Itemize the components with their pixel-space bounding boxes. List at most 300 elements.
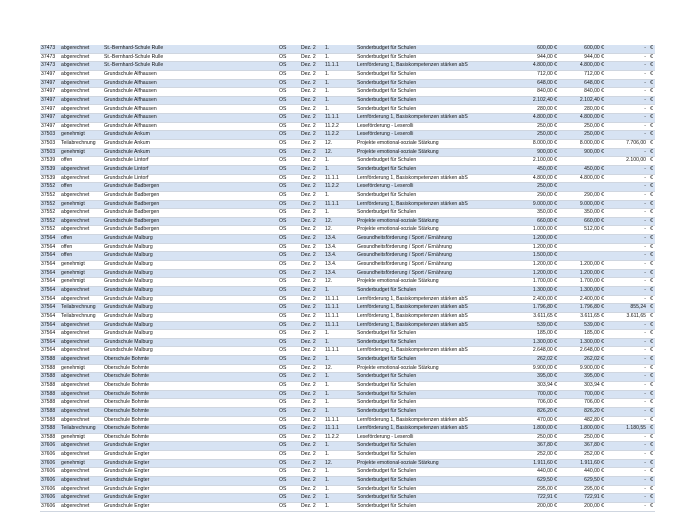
row-measure: Sonderbudget für Schulen bbox=[356, 105, 510, 114]
row-period: Dez. 2 bbox=[300, 105, 324, 114]
row-amount-approved: 1.796,80 € bbox=[558, 304, 605, 313]
row-code: 1. bbox=[324, 70, 356, 79]
row-type: OS bbox=[278, 459, 300, 468]
row-amount-approved: 440,00 € bbox=[558, 468, 605, 477]
row-school: Oberschule Bohmte bbox=[103, 356, 278, 365]
row-type: OS bbox=[278, 304, 300, 313]
table-row bbox=[40, 399, 655, 408]
row-amount-approved: 539,00 € bbox=[558, 321, 605, 330]
row-amount-remaining: - bbox=[605, 442, 647, 451]
row-measure: Sonderbudget für Schulen bbox=[356, 79, 510, 88]
row-period: Dez. 2 bbox=[300, 364, 324, 373]
row-id: 37564 bbox=[40, 252, 60, 261]
row-amount-approved: 706,00 € bbox=[558, 399, 605, 408]
row-status: offen bbox=[60, 183, 103, 192]
row-school: Oberschule Bohmte bbox=[103, 407, 278, 416]
row-amount-requested: 840,00 € bbox=[510, 88, 558, 97]
row-currency: € bbox=[647, 226, 655, 235]
row-currency: € bbox=[647, 243, 655, 252]
row-amount-approved: 185,00 € bbox=[558, 330, 605, 339]
row-status: abgerechnet bbox=[60, 373, 103, 382]
row-measure: Sonderbudget für Schulen bbox=[356, 407, 510, 416]
row-code: 1. bbox=[324, 338, 356, 347]
row-amount-requested: 8.000,00 € bbox=[510, 140, 558, 149]
row-measure: Sonderbudget für Schulen bbox=[356, 88, 510, 97]
row-code: 1. bbox=[324, 105, 356, 114]
row-amount-approved: 250,00 € bbox=[558, 433, 605, 442]
row-id: 37606 bbox=[40, 468, 60, 477]
row-amount-approved: 482,80 € bbox=[558, 416, 605, 425]
row-currency: € bbox=[647, 373, 655, 382]
row-measure: Sonderbudget für Schulen bbox=[356, 494, 510, 503]
row-amount-approved: 2.400,00 € bbox=[558, 295, 605, 304]
row-amount-requested: 9.000,00 € bbox=[510, 200, 558, 209]
row-school: Grundschule Malburg bbox=[103, 330, 278, 339]
row-amount-requested: 1.300,00 € bbox=[510, 338, 558, 347]
row-code: 12. bbox=[324, 364, 356, 373]
row-period: Dez. 2 bbox=[300, 148, 324, 157]
row-status: abgerechnet bbox=[60, 502, 103, 511]
row-currency: € bbox=[647, 477, 655, 486]
row-school: Grundschule Engter bbox=[103, 494, 278, 503]
row-amount-approved: 9.900,00 € bbox=[558, 364, 605, 373]
row-measure: Gesundheitsförderung / Sport / Ernährung bbox=[356, 269, 510, 278]
row-amount-requested: 252,00 € bbox=[510, 451, 558, 460]
row-school: Grundschule Ankum bbox=[103, 131, 278, 140]
row-amount-approved: 1.200,00 € bbox=[558, 269, 605, 278]
row-status: abgerechnet bbox=[60, 79, 103, 88]
row-type: OS bbox=[278, 243, 300, 252]
table-row bbox=[40, 304, 655, 313]
row-type: OS bbox=[278, 347, 300, 356]
row-measure: Sonderbudget für Schulen bbox=[356, 356, 510, 365]
row-amount-requested: 3.611,65 € bbox=[510, 312, 558, 321]
row-measure: Lernförderung 1, Basiskompetenzen stärken abS bbox=[356, 174, 510, 183]
row-amount-requested: 280,00 € bbox=[510, 105, 558, 114]
row-amount-requested: 826,20 € bbox=[510, 407, 558, 416]
row-amount-requested: 303,94 € bbox=[510, 381, 558, 390]
row-amount-requested: 1.200,00 € bbox=[510, 269, 558, 278]
row-type: OS bbox=[278, 226, 300, 235]
row-status: genehmigt bbox=[60, 148, 103, 157]
row-code: 1. bbox=[324, 209, 356, 218]
row-school: Grundschule Alfhausen bbox=[103, 96, 278, 105]
row-amount-requested: 648,00 € bbox=[510, 79, 558, 88]
row-measure: Sonderbudget für Schulen bbox=[356, 70, 510, 79]
row-period: Dez. 2 bbox=[300, 485, 324, 494]
row-type: OS bbox=[278, 174, 300, 183]
row-amount-remaining: - bbox=[605, 451, 647, 460]
row-code: 11.1.1 bbox=[324, 62, 356, 71]
row-amount-remaining: - bbox=[605, 381, 647, 390]
table-row bbox=[40, 347, 655, 356]
row-id: 37497 bbox=[40, 105, 60, 114]
table-row bbox=[40, 165, 655, 174]
row-measure: Lernförderung 1, Basiskompetenzen stärken abS bbox=[356, 425, 510, 434]
row-code: 11.2.2 bbox=[324, 122, 356, 131]
row-school: Grundschule Engter bbox=[103, 468, 278, 477]
row-period: Dez. 2 bbox=[300, 131, 324, 140]
row-code: 11.1.1 bbox=[324, 321, 356, 330]
row-amount-remaining: 1.180,55 bbox=[605, 425, 647, 434]
row-status: abgerechnet bbox=[60, 53, 103, 62]
row-school: Grundschule Engter bbox=[103, 451, 278, 460]
row-id: 37588 bbox=[40, 416, 60, 425]
row-type: OS bbox=[278, 148, 300, 157]
row-amount-approved: 660,00 € bbox=[558, 217, 605, 226]
row-school: Grundschule Alfhausen bbox=[103, 88, 278, 97]
row-period: Dez. 2 bbox=[300, 286, 324, 295]
row-type: OS bbox=[278, 356, 300, 365]
row-currency: € bbox=[647, 321, 655, 330]
row-type: OS bbox=[278, 191, 300, 200]
row-amount-remaining: - bbox=[605, 53, 647, 62]
row-school: Oberschule Bohmte bbox=[103, 381, 278, 390]
row-code: 11.1.1 bbox=[324, 312, 356, 321]
row-school: Grundschule Malburg bbox=[103, 261, 278, 270]
row-id: 37539 bbox=[40, 157, 60, 166]
row-amount-remaining: - bbox=[605, 261, 647, 270]
row-school: Grundschule Malburg bbox=[103, 278, 278, 287]
row-id: 37564 bbox=[40, 286, 60, 295]
row-type: OS bbox=[278, 70, 300, 79]
table-row bbox=[40, 88, 655, 97]
row-amount-requested: 4.800,00 € bbox=[510, 174, 558, 183]
row-status: genehmigt bbox=[60, 364, 103, 373]
table-row bbox=[40, 122, 655, 131]
row-period: Dez. 2 bbox=[300, 399, 324, 408]
row-period: Dez. 2 bbox=[300, 433, 324, 442]
row-amount-approved: 629,50 € bbox=[558, 477, 605, 486]
row-measure: Sonderbudget für Schulen bbox=[356, 468, 510, 477]
row-period: Dez. 2 bbox=[300, 165, 324, 174]
row-school: Grundschule Lintorf bbox=[103, 157, 278, 166]
row-measure: Projekte emotional-soziale Stärkung bbox=[356, 148, 510, 157]
row-amount-approved: 295,00 € bbox=[558, 485, 605, 494]
table-row bbox=[40, 45, 655, 53]
row-school: Oberschule Bohmte bbox=[103, 373, 278, 382]
row-amount-approved: 1.300,00 € bbox=[558, 286, 605, 295]
row-amount-approved: 840,00 € bbox=[558, 88, 605, 97]
row-measure: Gesundheitsförderung / Sport / Ernährung bbox=[356, 243, 510, 252]
row-amount-remaining: - bbox=[605, 209, 647, 218]
row-status: Teilabrechnung bbox=[60, 425, 103, 434]
row-amount-remaining: - bbox=[605, 364, 647, 373]
row-measure: Sonderbudget für Schulen bbox=[356, 381, 510, 390]
row-code: 1. bbox=[324, 407, 356, 416]
row-id: 37552 bbox=[40, 209, 60, 218]
row-amount-approved: 4.800,00 € bbox=[558, 62, 605, 71]
row-type: OS bbox=[278, 381, 300, 390]
row-type: OS bbox=[278, 338, 300, 347]
row-id: 37552 bbox=[40, 191, 60, 200]
row-amount-requested: 900,00 € bbox=[510, 148, 558, 157]
row-status: abgerechnet bbox=[60, 209, 103, 218]
row-code: 1. bbox=[324, 53, 356, 62]
row-amount-approved: 290,00 € bbox=[558, 191, 605, 200]
table-row bbox=[40, 286, 655, 295]
row-code: 1. bbox=[324, 399, 356, 408]
row-amount-requested: 1.300,00 € bbox=[510, 286, 558, 295]
row-amount-requested: 395,00 € bbox=[510, 373, 558, 382]
row-period: Dez. 2 bbox=[300, 62, 324, 71]
row-school: Grundschule Malburg bbox=[103, 286, 278, 295]
row-amount-requested: 1.796,80 € bbox=[510, 304, 558, 313]
table-row bbox=[40, 364, 655, 373]
row-school: Grundschule Engter bbox=[103, 459, 278, 468]
row-id: 37588 bbox=[40, 433, 60, 442]
row-id: 37606 bbox=[40, 451, 60, 460]
row-amount-approved: 1.300,00 € bbox=[558, 338, 605, 347]
row-id: 37564 bbox=[40, 278, 60, 287]
table-row bbox=[40, 235, 655, 244]
row-type: OS bbox=[278, 442, 300, 451]
table-row bbox=[40, 191, 655, 200]
row-currency: € bbox=[647, 79, 655, 88]
row-amount-approved: 700,00 € bbox=[558, 390, 605, 399]
row-measure: Leseförderung - Leserolli bbox=[356, 122, 510, 131]
row-type: OS bbox=[278, 468, 300, 477]
row-code: 13.4. bbox=[324, 252, 356, 261]
row-measure: Projekte emotional-soziale Stärkung bbox=[356, 278, 510, 287]
row-period: Dez. 2 bbox=[300, 295, 324, 304]
row-code: 11.1.1 bbox=[324, 304, 356, 313]
row-id: 37564 bbox=[40, 295, 60, 304]
row-type: OS bbox=[278, 261, 300, 270]
row-period: Dez. 2 bbox=[300, 381, 324, 390]
row-period: Dez. 2 bbox=[300, 356, 324, 365]
row-school: Grundschule Badbergen bbox=[103, 183, 278, 192]
table-row bbox=[40, 468, 655, 477]
row-amount-remaining: 7.706,00 bbox=[605, 140, 647, 149]
row-amount-requested: 1.200,00 € bbox=[510, 261, 558, 270]
row-code: 1. bbox=[324, 468, 356, 477]
row-amount-remaining: - bbox=[605, 321, 647, 330]
row-type: OS bbox=[278, 425, 300, 434]
row-code: 1. bbox=[324, 356, 356, 365]
row-id: 37564 bbox=[40, 312, 60, 321]
row-status: abgerechnet bbox=[60, 442, 103, 451]
row-type: OS bbox=[278, 79, 300, 88]
row-amount-remaining: - bbox=[605, 70, 647, 79]
row-amount-approved: 512,00 € bbox=[558, 226, 605, 235]
table-row bbox=[40, 70, 655, 79]
row-amount-remaining: - bbox=[605, 407, 647, 416]
row-period: Dez. 2 bbox=[300, 191, 324, 200]
row-type: OS bbox=[278, 183, 300, 192]
row-amount-requested: 2.100,00 € bbox=[510, 157, 558, 166]
row-code: 11.2.2 bbox=[324, 183, 356, 192]
table-row bbox=[40, 295, 655, 304]
row-id: 37564 bbox=[40, 235, 60, 244]
row-currency: € bbox=[647, 312, 655, 321]
row-school: Oberschule Bohmte bbox=[103, 425, 278, 434]
row-currency: € bbox=[647, 494, 655, 503]
row-status: abgerechnet bbox=[60, 122, 103, 131]
row-type: OS bbox=[278, 165, 300, 174]
row-amount-approved: 2.648,00 € bbox=[558, 347, 605, 356]
row-id: 37497 bbox=[40, 79, 60, 88]
row-id: 37606 bbox=[40, 485, 60, 494]
row-school: Oberschule Bohmte bbox=[103, 390, 278, 399]
row-type: OS bbox=[278, 416, 300, 425]
table-row bbox=[40, 330, 655, 339]
row-type: OS bbox=[278, 433, 300, 442]
row-period: Dez. 2 bbox=[300, 200, 324, 209]
row-type: OS bbox=[278, 494, 300, 503]
row-status: offen bbox=[60, 235, 103, 244]
row-currency: € bbox=[647, 235, 655, 244]
table-row bbox=[40, 433, 655, 442]
row-status: genehmigt bbox=[60, 459, 103, 468]
table-row bbox=[40, 243, 655, 252]
row-currency: € bbox=[647, 252, 655, 261]
row-id: 37497 bbox=[40, 88, 60, 97]
row-currency: € bbox=[647, 425, 655, 434]
row-amount-approved: 250,00 € bbox=[558, 131, 605, 140]
row-currency: € bbox=[647, 381, 655, 390]
table-row bbox=[40, 321, 655, 330]
row-measure: Lernförderung 1, Basiskompetenzen stärken abS bbox=[356, 295, 510, 304]
row-currency: € bbox=[647, 390, 655, 399]
row-status: abgerechnet bbox=[60, 105, 103, 114]
row-amount-remaining: - bbox=[605, 183, 647, 192]
row-type: OS bbox=[278, 122, 300, 131]
row-measure: Sonderbudget für Schulen bbox=[356, 330, 510, 339]
row-currency: € bbox=[647, 53, 655, 62]
row-amount-remaining: - bbox=[605, 390, 647, 399]
row-school: Oberschule Bohmte bbox=[103, 433, 278, 442]
row-period: Dez. 2 bbox=[300, 252, 324, 261]
row-status: abgerechnet bbox=[60, 114, 103, 123]
row-status: abgerechnet bbox=[60, 45, 103, 53]
row-type: OS bbox=[278, 364, 300, 373]
row-code: 12. bbox=[324, 148, 356, 157]
row-amount-remaining: - bbox=[605, 114, 647, 123]
row-amount-requested: 185,00 € bbox=[510, 330, 558, 339]
table-row bbox=[40, 53, 655, 62]
row-amount-approved: 450,00 € bbox=[558, 165, 605, 174]
row-type: OS bbox=[278, 407, 300, 416]
row-amount-remaining: - bbox=[605, 122, 647, 131]
row-amount-remaining: - bbox=[605, 200, 647, 209]
table-row bbox=[40, 416, 655, 425]
table-row bbox=[40, 407, 655, 416]
row-measure: Lernförderung 1, Basiskompetenzen stärken abS bbox=[356, 304, 510, 313]
row-school: Grundschule Malburg bbox=[103, 304, 278, 313]
row-amount-remaining: - bbox=[605, 278, 647, 287]
row-id: 37588 bbox=[40, 407, 60, 416]
row-code: 11.2.2 bbox=[324, 131, 356, 140]
row-amount-remaining: - bbox=[605, 485, 647, 494]
row-amount-approved: 280,00 € bbox=[558, 105, 605, 114]
row-measure: Projekte emotional-soziale Stärkung bbox=[356, 459, 510, 468]
table-row bbox=[40, 278, 655, 287]
row-amount-requested: 367,80 € bbox=[510, 442, 558, 451]
row-amount-remaining: 2.100,00 bbox=[605, 157, 647, 166]
row-id: 37564 bbox=[40, 321, 60, 330]
row-status: abgerechnet bbox=[60, 416, 103, 425]
row-amount-approved: 648,00 € bbox=[558, 79, 605, 88]
row-measure: Sonderbudget für Schulen bbox=[356, 96, 510, 105]
row-currency: € bbox=[647, 304, 655, 313]
row-amount-remaining: - bbox=[605, 502, 647, 511]
row-period: Dez. 2 bbox=[300, 416, 324, 425]
row-amount-requested: 295,00 € bbox=[510, 485, 558, 494]
row-id: 37588 bbox=[40, 373, 60, 382]
row-status: abgerechnet bbox=[60, 174, 103, 183]
table-row bbox=[40, 477, 655, 486]
row-id: 37473 bbox=[40, 53, 60, 62]
row-measure: Sonderbudget für Schulen bbox=[356, 165, 510, 174]
row-currency: € bbox=[647, 183, 655, 192]
row-id: 37503 bbox=[40, 148, 60, 157]
table-row bbox=[40, 390, 655, 399]
row-type: OS bbox=[278, 502, 300, 511]
row-status: abgerechnet bbox=[60, 62, 103, 71]
row-status: abgerechnet bbox=[60, 295, 103, 304]
row-amount-requested: 250,00 € bbox=[510, 131, 558, 140]
table-row bbox=[40, 442, 655, 451]
row-school: Grundschule Alfhausen bbox=[103, 79, 278, 88]
table-row bbox=[40, 356, 655, 365]
row-type: OS bbox=[278, 485, 300, 494]
row-measure: Lernförderung 1, Basiskompetenzen stärken abS bbox=[356, 321, 510, 330]
row-amount-remaining: - bbox=[605, 217, 647, 226]
row-amount-requested: 629,50 € bbox=[510, 477, 558, 486]
row-status: abgerechnet bbox=[60, 390, 103, 399]
table-row bbox=[40, 502, 655, 511]
row-amount-requested: 2.648,00 € bbox=[510, 347, 558, 356]
row-amount-remaining: - bbox=[605, 243, 647, 252]
row-measure: Sonderbudget für Schulen bbox=[356, 442, 510, 451]
row-id: 37588 bbox=[40, 356, 60, 365]
budget-table bbox=[40, 45, 655, 512]
row-amount-approved: 8.000,00 € bbox=[558, 140, 605, 149]
row-type: OS bbox=[278, 235, 300, 244]
row-school: Grundschule Engter bbox=[103, 442, 278, 451]
table-row bbox=[40, 252, 655, 261]
row-id: 37564 bbox=[40, 269, 60, 278]
row-measure: Sonderbudget für Schulen bbox=[356, 53, 510, 62]
row-amount-requested: 1.200,00 € bbox=[510, 235, 558, 244]
row-code: 1. bbox=[324, 88, 356, 97]
row-id: 37552 bbox=[40, 217, 60, 226]
row-amount-requested: 250,00 € bbox=[510, 183, 558, 192]
row-amount-remaining: - bbox=[605, 148, 647, 157]
row-id: 37564 bbox=[40, 338, 60, 347]
row-currency: € bbox=[647, 62, 655, 71]
row-type: OS bbox=[278, 269, 300, 278]
row-code: 1. bbox=[324, 373, 356, 382]
row-code: 11.1.1 bbox=[324, 295, 356, 304]
row-measure: Lernförderung 1, Basiskompetenzen stärken abS bbox=[356, 312, 510, 321]
row-amount-approved bbox=[558, 243, 605, 252]
row-id: 37588 bbox=[40, 364, 60, 373]
row-period: Dez. 2 bbox=[300, 114, 324, 123]
table-row bbox=[40, 485, 655, 494]
row-code: 1. bbox=[324, 381, 356, 390]
row-measure: Sonderbudget für Schulen bbox=[356, 209, 510, 218]
row-amount-requested: 700,00 € bbox=[510, 390, 558, 399]
row-id: 37606 bbox=[40, 494, 60, 503]
row-currency: € bbox=[647, 338, 655, 347]
row-currency: € bbox=[647, 165, 655, 174]
row-currency: € bbox=[647, 347, 655, 356]
row-measure: Lernförderung 1, Basiskompetenzen stärken abS bbox=[356, 62, 510, 71]
row-status: genehmigt bbox=[60, 131, 103, 140]
row-school: Grundschule Malburg bbox=[103, 295, 278, 304]
